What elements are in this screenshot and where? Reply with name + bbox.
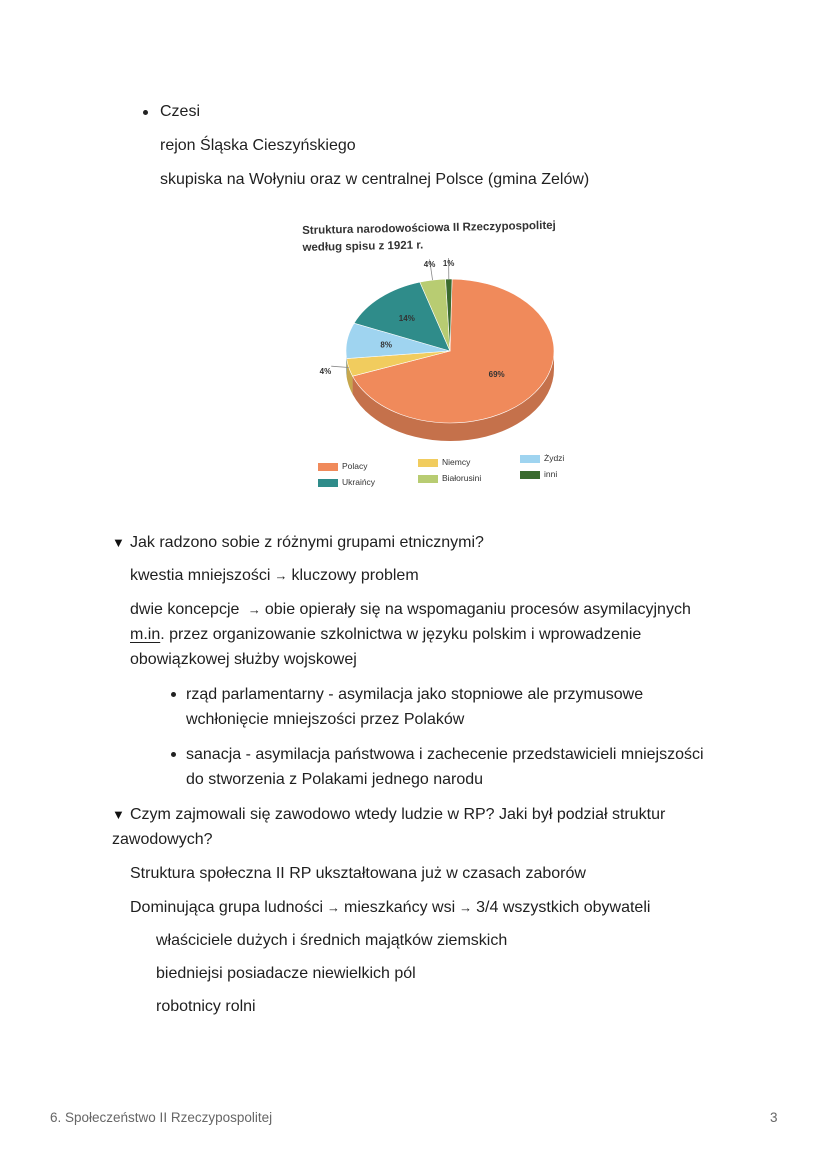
arrow-icon: → — [274, 568, 288, 583]
legend-label: Niemcy — [442, 457, 471, 467]
toggle-heading[interactable]: Jak radzono sobie z różnymi grupami etnicznymi? — [130, 534, 484, 551]
text-span: mieszkańcy wsi — [344, 899, 456, 916]
legend-swatch — [520, 455, 540, 463]
pie-label-żydzi: 8% — [380, 340, 392, 350]
text-line — [130, 625, 641, 645]
pie-label-niemcy: 4% — [319, 367, 332, 377]
text-line — [130, 898, 650, 918]
legend-swatch — [520, 471, 540, 479]
bullet-item-cont: do stworzenia z Polakami jednego narodu — [186, 771, 484, 788]
bullet-dot — [171, 752, 176, 757]
legend-item — [318, 461, 368, 471]
text-span: 3/4 wszystkich obywateli — [476, 899, 651, 916]
arrow-icon: → — [327, 900, 340, 915]
text-span: . przez organizowanie szkolnictwa w języku polskim i wprowadzenie — [160, 626, 642, 643]
legend-item — [520, 453, 564, 463]
bullet-item: rząd parlamentarny - asymilacja jako stopniowe ale przymusowe — [186, 686, 644, 703]
legend-item — [318, 477, 375, 487]
bullet-item: sanacja - asymilacja państwowa i zachecenie przedstawicieli mniejszości — [186, 746, 704, 763]
text-line: biedniejsi posiadacze niewielkich pól — [156, 965, 416, 982]
pie-chart — [298, 213, 598, 498]
legend-label: Białorusini — [442, 473, 482, 483]
text-line — [130, 600, 691, 620]
legend-item — [520, 469, 557, 479]
link-m-in[interactable]: m.in — [130, 626, 161, 643]
arrow-icon: → — [247, 602, 261, 617]
text-line: rejon Śląska Cieszyńskiego — [160, 137, 356, 154]
text-span: Dominująca grupa ludności — [130, 899, 323, 916]
text-line: właściciele dużych i średnich majątków ziemskich — [156, 932, 508, 949]
text-span: dwie koncepcje — [130, 601, 240, 618]
text-span: kluczowy problem — [291, 567, 419, 584]
toggle-triangle-icon[interactable]: ▼ — [112, 807, 125, 822]
legend-swatch — [418, 459, 438, 467]
bullet-dot — [143, 110, 148, 115]
toggle-triangle-icon[interactable]: ▼ — [112, 535, 125, 550]
arrow-icon: → — [459, 900, 473, 915]
text-line: robotnicy rolni — [156, 998, 256, 1015]
pie-label-polacy: 69% — [488, 369, 505, 379]
toggle-heading[interactable]: Czym zajmowali się zawodowo wtedy ludzie w RP? Jaki był podział struktur — [130, 806, 666, 823]
legend-label: Ukraińcy — [342, 477, 376, 487]
pie-label-ukraińcy: 14% — [398, 313, 415, 323]
bullet-item-cont: wchłonięcie mniejszości przez Polaków — [186, 711, 465, 728]
legend-item — [418, 457, 470, 467]
pie-label-inni: 1% — [442, 259, 455, 269]
footer-title: 6. Społeczeństwo II Rzeczypospolitej — [50, 1110, 273, 1125]
text-line — [130, 566, 419, 586]
legend-item — [418, 473, 481, 483]
legend-label: Polacy — [342, 461, 368, 471]
text-line: obowiązkowej służby wojskowej — [130, 651, 357, 668]
chart-title-line2: według spisu z 1921 r. — [302, 239, 424, 254]
bullet-dot — [171, 692, 176, 697]
legend-swatch — [418, 475, 438, 483]
legend-label: inni — [544, 469, 558, 479]
page-number: 3 — [770, 1110, 778, 1125]
text-span: kwestia mniejszości — [130, 567, 271, 584]
legend-swatch — [318, 463, 338, 471]
bullet-czesi: Czesi — [160, 103, 201, 120]
legend-label: Żydzi — [544, 453, 565, 463]
text-line: Struktura społeczna II RP ukształtowana już w czasach zaborów — [130, 865, 586, 882]
pie-label-białorusini: 4% — [423, 260, 436, 270]
legend-swatch — [318, 479, 338, 487]
text-span: obie opierały się na wspomaganiu procesów asymilacyjnych — [264, 601, 691, 618]
chart-title-line1: Struktura narodowościowa II Rzeczypospolitej — [302, 219, 556, 237]
text-line: skupiska na Wołyniu oraz w centralnej Polsce (gmina Zelów) — [160, 171, 590, 188]
toggle-heading-cont[interactable]: zawodowych? — [112, 831, 213, 848]
